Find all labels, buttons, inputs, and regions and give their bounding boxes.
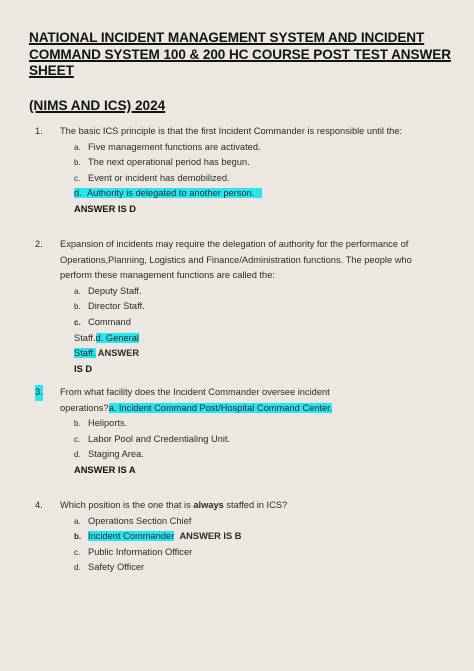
option-b-highlighted: Incident Commander bbox=[88, 531, 175, 542]
document-title: NATIONAL INCIDENT MANAGEMENT SYSTEM AND INCIDENT COMMAND SYSTEM 100 & 200 HC COURSE POST TEST ANSWER SHEET bbox=[29, 30, 451, 78]
answer-line: ANSWER IS D bbox=[74, 203, 136, 214]
option-d-highlighted: d. Authority is delegated to another person. bbox=[46, 186, 446, 202]
option-c-continued: Staff.d. General bbox=[74, 332, 139, 343]
option-c: c. Event or incident has demobilized. bbox=[74, 172, 230, 183]
question-number: 1. bbox=[35, 126, 43, 136]
option-c: c. Labor Pool and Credentialing Unit. bbox=[74, 433, 231, 444]
option-d-continued: Staff. ANSWER bbox=[74, 348, 140, 359]
question-number: 2. bbox=[35, 239, 43, 249]
option-d: d. Safety Officer bbox=[74, 562, 145, 573]
option-d-highlighted: d. General bbox=[95, 332, 139, 343]
question-4 bbox=[35, 498, 446, 576]
question-number: 4. bbox=[35, 500, 43, 510]
question-number-highlighted: 3. bbox=[35, 385, 43, 401]
answer-line: ANSWER bbox=[95, 348, 140, 359]
option-b: b. Heliports. bbox=[74, 418, 128, 429]
option-a: a. Five management functions are activated. bbox=[74, 141, 261, 152]
option-d: d. Staging Area. bbox=[74, 449, 144, 460]
question-stem: The basic ICS principle is that the first Incident Commander is responsible until the: bbox=[60, 126, 403, 136]
option-a: a. Operations Section Chief bbox=[74, 515, 192, 526]
option-b: b. Incident Commander ANSWER IS B bbox=[74, 531, 242, 542]
question-stem: From what facility does the Incident Commander oversee incident bbox=[60, 387, 330, 397]
option-b: b. Director Staff. bbox=[74, 301, 145, 312]
answer-line-continued: IS D bbox=[74, 363, 93, 374]
answer-line: ANSWER IS A bbox=[74, 464, 136, 475]
question-3 bbox=[35, 385, 446, 479]
question-stem: Expansion of incidents may require the delegation of authority for the performance of Operations,Planning, Logistics and Finance/Administration functions. The people who perform these management functions are called the: bbox=[60, 239, 412, 281]
question-stem: Which position is the one that is always staffed in ICS? bbox=[60, 500, 288, 510]
option-b: b. The next operational period has begun. bbox=[74, 157, 250, 168]
option-c: c. Command bbox=[74, 316, 131, 327]
answer-line: ANSWER IS B bbox=[179, 531, 242, 542]
document-subtitle: (NIMS AND ICS) 2024 bbox=[29, 98, 166, 113]
option-c: c. Public Information Officer bbox=[74, 546, 193, 557]
option-a: a. Deputy Staff. bbox=[74, 285, 142, 296]
question-2 bbox=[35, 237, 446, 377]
question-1 bbox=[35, 124, 446, 218]
question-stem-continued: operations?a. Incident Command Post/Hospital Command Center. bbox=[60, 402, 333, 413]
option-a-highlighted: a. Incident Command Post/Hospital Command Center. bbox=[108, 402, 333, 413]
